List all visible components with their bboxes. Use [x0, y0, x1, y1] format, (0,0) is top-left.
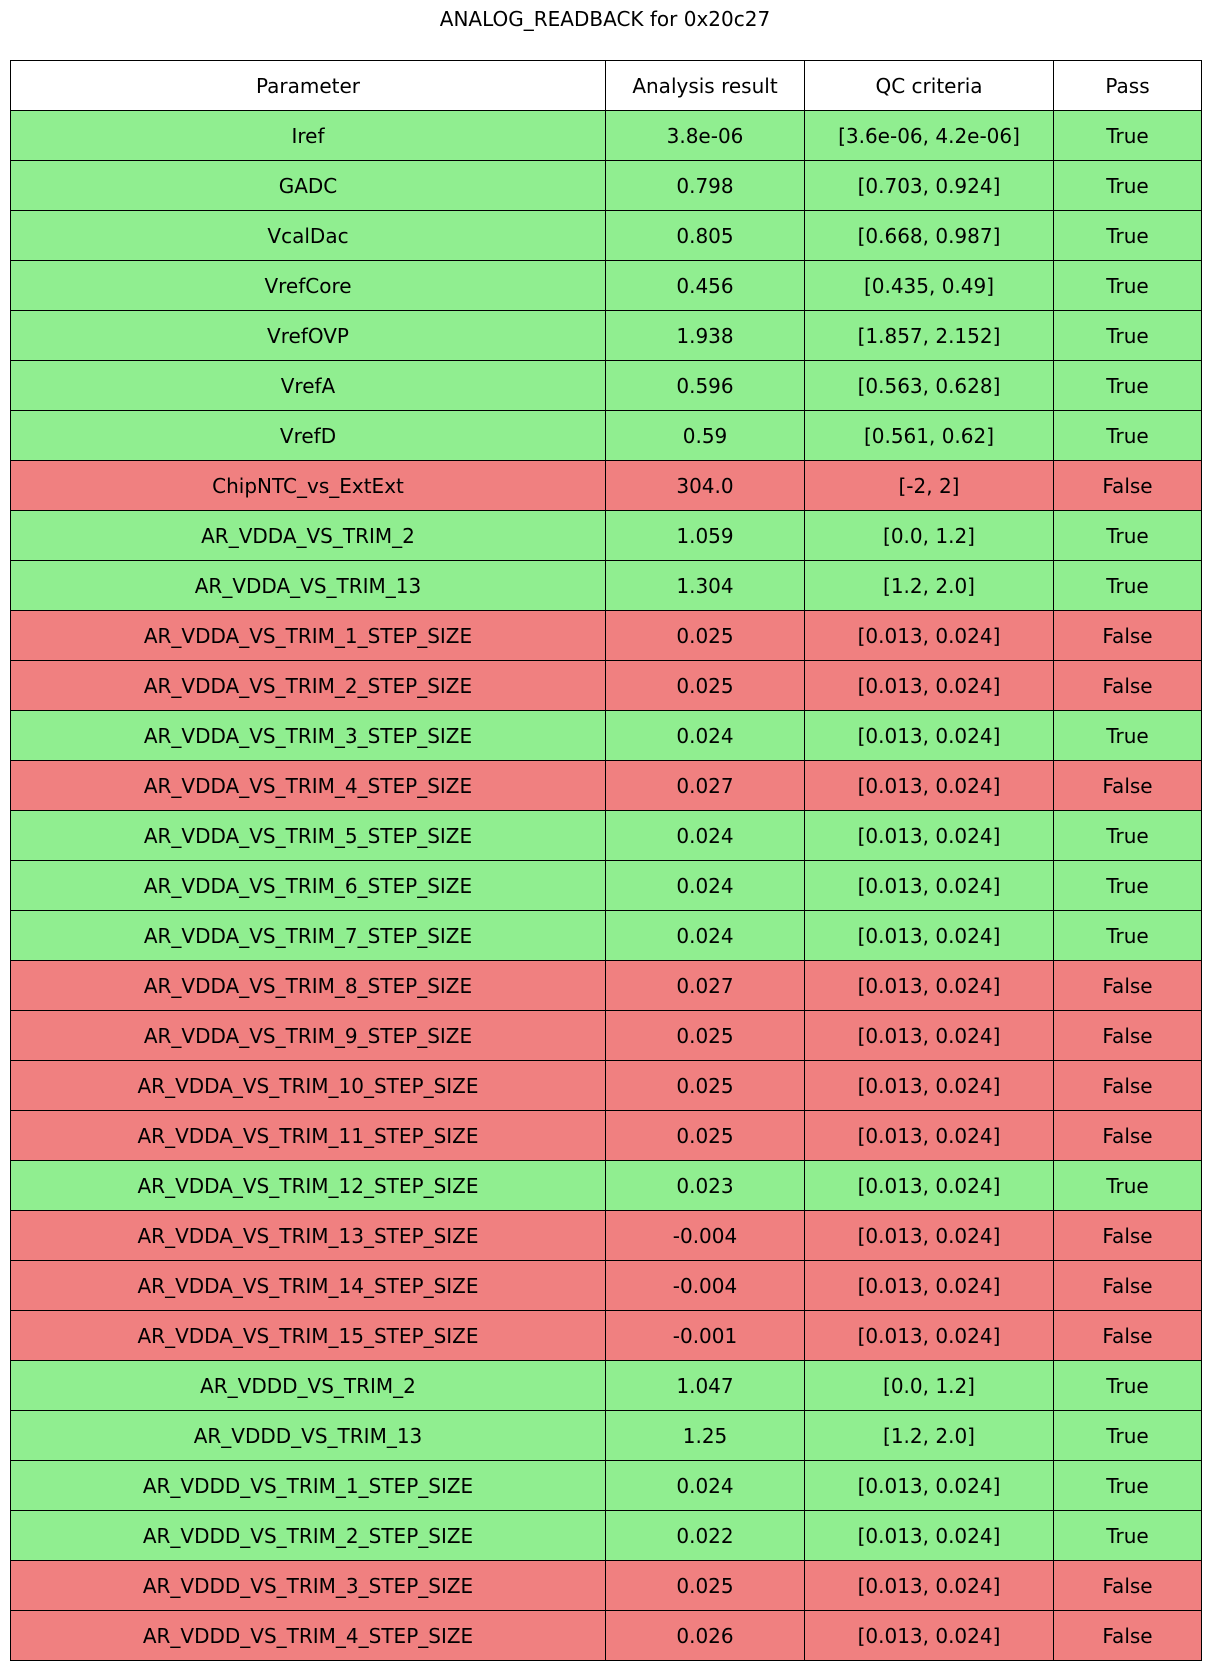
cell-qc-criteria: [0.013, 0.024] [805, 1611, 1054, 1661]
cell-analysis-result: 0.59 [606, 411, 805, 461]
cell-parameter: AR_VDDA_VS_TRIM_13_STEP_SIZE [11, 1211, 606, 1261]
cell-parameter: VcalDac [11, 211, 606, 261]
table-row [11, 1161, 1202, 1211]
table-row [11, 811, 1202, 861]
table-row [11, 861, 1202, 911]
table-row [11, 711, 1202, 761]
cell-analysis-result: 0.024 [606, 711, 805, 761]
cell-pass: True [1054, 1361, 1202, 1411]
cell-analysis-result: -0.004 [606, 1211, 805, 1261]
table-row [11, 1111, 1202, 1161]
cell-pass: True [1054, 811, 1202, 861]
table-row [11, 1411, 1202, 1461]
cell-analysis-result: 1.059 [606, 511, 805, 561]
cell-qc-criteria: [0.668, 0.987] [805, 211, 1054, 261]
table-row [11, 1311, 1202, 1361]
table-row [11, 161, 1202, 211]
cell-qc-criteria: [0.013, 0.024] [805, 1161, 1054, 1211]
cell-analysis-result: 3.8e-06 [606, 111, 805, 161]
table-row [11, 1611, 1202, 1661]
cell-qc-criteria: [0.013, 0.024] [805, 611, 1054, 661]
cell-parameter: Iref [11, 111, 606, 161]
cell-analysis-result: 1.304 [606, 561, 805, 611]
cell-parameter: AR_VDDA_VS_TRIM_13 [11, 561, 606, 611]
column-header-qc-criteria: QC criteria [805, 61, 1054, 111]
cell-pass: True [1054, 211, 1202, 261]
table-row [11, 311, 1202, 361]
cell-parameter: VrefOVP [11, 311, 606, 361]
column-header-pass: Pass [1054, 61, 1202, 111]
cell-qc-criteria: [0.013, 0.024] [805, 861, 1054, 911]
cell-analysis-result: -0.001 [606, 1311, 805, 1361]
column-header-parameter: Parameter [11, 61, 606, 111]
cell-qc-criteria: [0.013, 0.024] [805, 1561, 1054, 1611]
cell-parameter: AR_VDDD_VS_TRIM_13 [11, 1411, 606, 1461]
cell-pass: False [1054, 961, 1202, 1011]
cell-qc-criteria: [1.2, 2.0] [805, 1411, 1054, 1461]
cell-pass: False [1054, 1561, 1202, 1611]
cell-qc-criteria: [0.013, 0.024] [805, 961, 1054, 1011]
cell-qc-criteria: [3.6e-06, 4.2e-06] [805, 111, 1054, 161]
table-row [11, 561, 1202, 611]
cell-analysis-result: -0.004 [606, 1261, 805, 1311]
cell-parameter: AR_VDDA_VS_TRIM_7_STEP_SIZE [11, 911, 606, 961]
cell-pass: False [1054, 1011, 1202, 1061]
cell-qc-criteria: [0.013, 0.024] [805, 1511, 1054, 1561]
table-row [11, 461, 1202, 511]
cell-analysis-result: 0.024 [606, 1461, 805, 1511]
cell-pass: True [1054, 1461, 1202, 1511]
table-row [11, 1061, 1202, 1111]
cell-analysis-result: 0.024 [606, 811, 805, 861]
cell-analysis-result: 1.938 [606, 311, 805, 361]
cell-pass: False [1054, 611, 1202, 661]
cell-parameter: AR_VDDD_VS_TRIM_2 [11, 1361, 606, 1411]
cell-analysis-result: 0.456 [606, 261, 805, 311]
cell-qc-criteria: [-2, 2] [805, 461, 1054, 511]
cell-pass: True [1054, 511, 1202, 561]
cell-pass: True [1054, 911, 1202, 961]
cell-analysis-result: 0.025 [606, 1011, 805, 1061]
cell-analysis-result: 0.025 [606, 661, 805, 711]
cell-parameter: AR_VDDA_VS_TRIM_11_STEP_SIZE [11, 1111, 606, 1161]
cell-analysis-result: 0.022 [606, 1511, 805, 1561]
table-row [11, 261, 1202, 311]
cell-qc-criteria: [0.013, 0.024] [805, 1261, 1054, 1311]
cell-parameter: AR_VDDD_VS_TRIM_2_STEP_SIZE [11, 1511, 606, 1561]
table-header-row [11, 61, 1202, 111]
cell-parameter: AR_VDDA_VS_TRIM_3_STEP_SIZE [11, 711, 606, 761]
cell-pass: False [1054, 1311, 1202, 1361]
cell-parameter: AR_VDDA_VS_TRIM_5_STEP_SIZE [11, 811, 606, 861]
cell-analysis-result: 304.0 [606, 461, 805, 511]
table-row [11, 1361, 1202, 1411]
cell-parameter: AR_VDDA_VS_TRIM_8_STEP_SIZE [11, 961, 606, 1011]
cell-pass: True [1054, 311, 1202, 361]
cell-pass: False [1054, 1111, 1202, 1161]
chart-title: ANALOG_READBACK for 0x20c27 [439, 7, 771, 31]
cell-parameter: AR_VDDA_VS_TRIM_1_STEP_SIZE [11, 611, 606, 661]
cell-qc-criteria: [0.013, 0.024] [805, 1111, 1054, 1161]
cell-qc-criteria: [1.857, 2.152] [805, 311, 1054, 361]
table-body [11, 111, 1202, 1661]
cell-parameter: AR_VDDA_VS_TRIM_10_STEP_SIZE [11, 1061, 606, 1111]
table-row [11, 1011, 1202, 1061]
cell-pass: False [1054, 1261, 1202, 1311]
cell-parameter: AR_VDDD_VS_TRIM_1_STEP_SIZE [11, 1461, 606, 1511]
cell-parameter: ChipNTC_vs_ExtExt [11, 461, 606, 511]
cell-pass: True [1054, 1411, 1202, 1461]
cell-analysis-result: 0.026 [606, 1611, 805, 1661]
cell-parameter: AR_VDDA_VS_TRIM_4_STEP_SIZE [11, 761, 606, 811]
cell-pass: True [1054, 861, 1202, 911]
cell-parameter: AR_VDDA_VS_TRIM_15_STEP_SIZE [11, 1311, 606, 1361]
table-row [11, 111, 1202, 161]
cell-analysis-result: 0.798 [606, 161, 805, 211]
cell-qc-criteria: [0.013, 0.024] [805, 761, 1054, 811]
cell-qc-criteria: [0.013, 0.024] [805, 1311, 1054, 1361]
cell-qc-criteria: [0.013, 0.024] [805, 811, 1054, 861]
cell-analysis-result: 0.024 [606, 861, 805, 911]
cell-qc-criteria: [0.013, 0.024] [805, 1061, 1054, 1111]
table-row [11, 211, 1202, 261]
cell-qc-criteria: [0.0, 1.2] [805, 511, 1054, 561]
cell-parameter: AR_VDDA_VS_TRIM_14_STEP_SIZE [11, 1261, 606, 1311]
cell-qc-criteria: [0.703, 0.924] [805, 161, 1054, 211]
cell-parameter: VrefA [11, 361, 606, 411]
table-row [11, 611, 1202, 661]
cell-pass: True [1054, 361, 1202, 411]
table-row [11, 911, 1202, 961]
cell-parameter: VrefD [11, 411, 606, 461]
cell-parameter: AR_VDDD_VS_TRIM_4_STEP_SIZE [11, 1611, 606, 1661]
cell-pass: False [1054, 761, 1202, 811]
cell-pass: True [1054, 1161, 1202, 1211]
cell-pass: True [1054, 161, 1202, 211]
table-row [11, 1261, 1202, 1311]
cell-analysis-result: 0.025 [606, 611, 805, 661]
cell-qc-criteria: [0.563, 0.628] [805, 361, 1054, 411]
cell-analysis-result: 0.025 [606, 1111, 805, 1161]
cell-pass: True [1054, 1511, 1202, 1561]
cell-pass: False [1054, 1061, 1202, 1111]
table-row [11, 761, 1202, 811]
table-row [11, 1211, 1202, 1261]
cell-analysis-result: 0.024 [606, 911, 805, 961]
cell-analysis-result: 0.805 [606, 211, 805, 261]
table-row [11, 1461, 1202, 1511]
cell-qc-criteria: [0.013, 0.024] [805, 661, 1054, 711]
cell-qc-criteria: [0.013, 0.024] [805, 1011, 1054, 1061]
cell-parameter: VrefCore [11, 261, 606, 311]
cell-qc-criteria: [0.013, 0.024] [805, 1461, 1054, 1511]
cell-qc-criteria: [0.561, 0.62] [805, 411, 1054, 461]
cell-pass: True [1054, 711, 1202, 761]
cell-pass: True [1054, 111, 1202, 161]
table-row [11, 1511, 1202, 1561]
cell-analysis-result: 0.027 [606, 761, 805, 811]
cell-parameter: AR_VDDA_VS_TRIM_2 [11, 511, 606, 561]
table-row [11, 361, 1202, 411]
cell-parameter: AR_VDDA_VS_TRIM_12_STEP_SIZE [11, 1161, 606, 1211]
cell-pass: False [1054, 1211, 1202, 1261]
column-header-analysis-result: Analysis result [606, 61, 805, 111]
table-row [11, 961, 1202, 1011]
cell-parameter: AR_VDDA_VS_TRIM_6_STEP_SIZE [11, 861, 606, 911]
cell-qc-criteria: [0.013, 0.024] [805, 911, 1054, 961]
table-row [11, 511, 1202, 561]
cell-qc-criteria: [0.013, 0.024] [805, 1211, 1054, 1261]
cell-pass: False [1054, 661, 1202, 711]
table-row [11, 1561, 1202, 1611]
cell-qc-criteria: [0.013, 0.024] [805, 711, 1054, 761]
cell-analysis-result: 0.025 [606, 1561, 805, 1611]
cell-analysis-result: 0.025 [606, 1061, 805, 1111]
cell-analysis-result: 0.023 [606, 1161, 805, 1211]
cell-pass: False [1054, 461, 1202, 511]
cell-parameter: AR_VDDA_VS_TRIM_2_STEP_SIZE [11, 661, 606, 711]
cell-pass: True [1054, 561, 1202, 611]
cell-analysis-result: 1.25 [606, 1411, 805, 1461]
cell-analysis-result: 1.047 [606, 1361, 805, 1411]
table-row [11, 411, 1202, 461]
cell-pass: True [1054, 411, 1202, 461]
cell-parameter: GADC [11, 161, 606, 211]
cell-parameter: AR_VDDD_VS_TRIM_3_STEP_SIZE [11, 1561, 606, 1611]
qc-results-table [10, 60, 1202, 1661]
cell-qc-criteria: [0.0, 1.2] [805, 1361, 1054, 1411]
cell-qc-criteria: [0.435, 0.49] [805, 261, 1054, 311]
cell-analysis-result: 0.596 [606, 361, 805, 411]
table-row [11, 661, 1202, 711]
cell-qc-criteria: [1.2, 2.0] [805, 561, 1054, 611]
cell-pass: False [1054, 1611, 1202, 1661]
cell-pass: True [1054, 261, 1202, 311]
cell-analysis-result: 0.027 [606, 961, 805, 1011]
cell-parameter: AR_VDDA_VS_TRIM_9_STEP_SIZE [11, 1011, 606, 1061]
